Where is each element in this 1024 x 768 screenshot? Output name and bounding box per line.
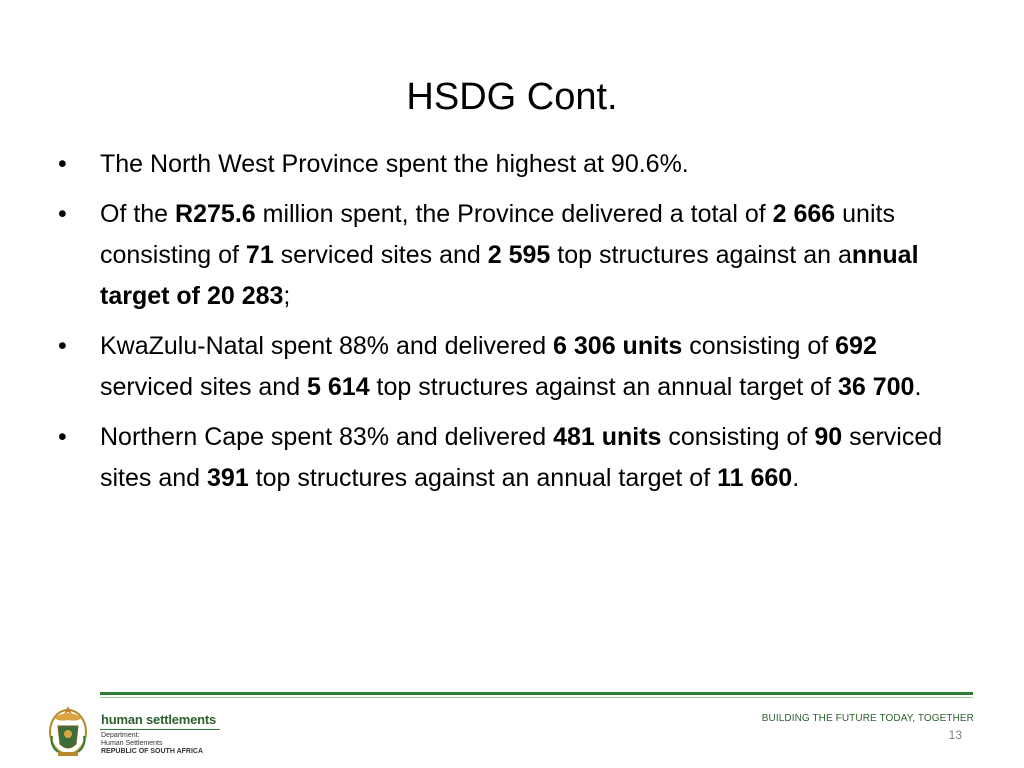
bullet-emphasis: R275.6 [175, 200, 256, 228]
bullet-marker: • [58, 423, 67, 451]
bullet-emphasis: 5 614 [307, 373, 370, 401]
coat-of-arms-icon [46, 702, 90, 760]
bullet-text: ; [283, 282, 291, 310]
bullet-text: serviced sites and [100, 423, 943, 492]
bullet-text: top structures against an a [550, 241, 852, 269]
footer-divider-thin [100, 697, 973, 698]
page-number: 13 [948, 728, 962, 742]
bullet-emphasis: 90 [814, 423, 843, 451]
bullet-marker: • [58, 150, 67, 178]
bullet-emphasis: 2 666 [772, 200, 836, 228]
bullet-item [58, 326, 963, 408]
bullet-emphasis: 71 [245, 241, 274, 269]
department-label: Department: [101, 732, 140, 739]
bullet-text: top structures against an annual target of [248, 464, 718, 492]
bullet-text: consisting of [661, 423, 815, 451]
footer-tagline: BUILDING THE FUTURE TODAY, TOGETHER [761, 713, 974, 724]
bullet-item [58, 194, 963, 317]
bullet-text: . [914, 373, 922, 401]
bullet-marker: • [58, 332, 67, 360]
bullet-item [58, 417, 963, 499]
bullet-marker: • [58, 200, 67, 228]
bullet-list [58, 144, 963, 508]
bullet-text: consisting of [682, 332, 836, 360]
department-underline [100, 729, 220, 730]
bullet-emphasis: 481 units [553, 423, 662, 451]
footer-divider [100, 692, 973, 695]
bullet-text: Northern Cape spent 83% and delivered [100, 423, 554, 451]
bullet-text: million spent, the Province delivered a total of [255, 200, 773, 228]
bullet-emphasis: nnual target of 20 283 [100, 241, 919, 310]
slide-title: HSDG Cont. [406, 76, 618, 118]
department-full-name: Human Settlements [101, 740, 163, 747]
bullet-emphasis: 2 595 [487, 241, 551, 269]
bullet-emphasis: 391 [207, 464, 249, 492]
bullet-text: serviced sites and [100, 373, 308, 401]
bullet-text: top structures against an annual target of [369, 373, 838, 401]
bullet-item [58, 144, 963, 185]
bullet-text: Of the [100, 200, 176, 228]
bullet-text: The North West Province spent the highest at 90.6%. [100, 150, 689, 178]
bullet-emphasis: 692 [835, 332, 877, 360]
bullet-emphasis: 11 660 [717, 464, 793, 492]
bullet-emphasis: 36 700 [837, 373, 915, 401]
bullet-emphasis: 6 306 units [553, 332, 683, 360]
country-name: REPUBLIC OF SOUTH AFRICA [101, 748, 204, 755]
department-name: human settlements [101, 712, 217, 727]
bullet-text: . [792, 464, 800, 492]
bullet-text: units consisting of [100, 200, 895, 269]
bullet-text: serviced sites and [273, 241, 488, 269]
bullet-text: KwaZulu-Natal spent 88% and delivered [100, 332, 554, 360]
